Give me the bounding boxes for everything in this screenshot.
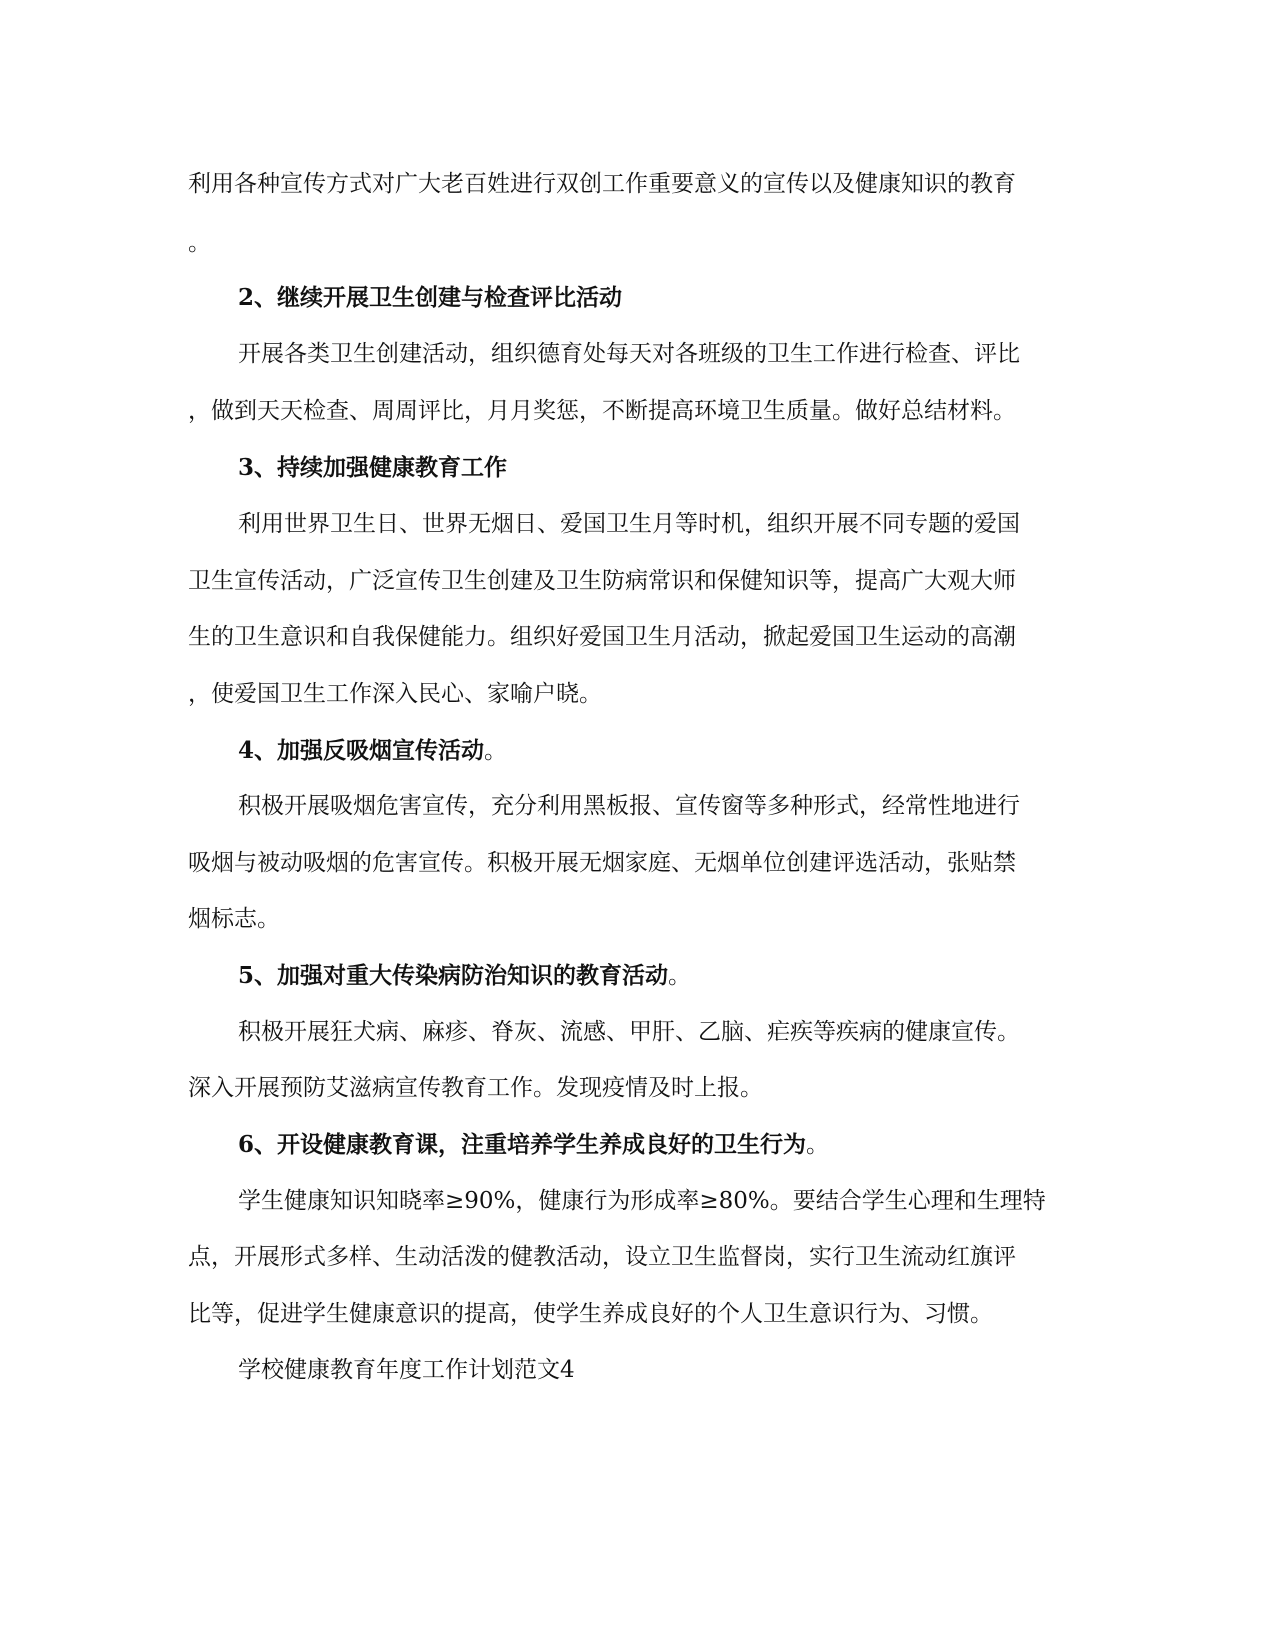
paragraph-line: 比等，促进学生健康意识的提高，使学生养成良好的个人卫生意识行为、习惯。 <box>188 1301 993 1327</box>
paragraph-line: 生的卫生意识和自我保健能力。组织好爱国卫生月活动，掀起爱国卫生运动的高潮 <box>188 624 1016 650</box>
paragraph-line: 卫生宣传活动，广泛宣传卫生创建及卫生防病常识和保健知识等，提高广大观大师 <box>188 568 1016 594</box>
section-heading-5: 5、加强对重大传染病防治知识的教育活动 <box>238 962 669 989</box>
section-heading-5-row <box>238 964 691 988</box>
paragraph-line: 开展各类卫生创建活动，组织德育处每天对各班级的卫生工作进行检查、评比 <box>238 341 1020 367</box>
paragraph-line: ，使爱国卫生工作深入民心、家喻户晓。 <box>188 681 602 707</box>
paragraph-line: 学生健康知识知晓率≥90%，健康行为形成率≥80%。要结合学生心理和生理特 <box>238 1188 1046 1214</box>
next-section-title: 学校健康教育年度工作计划范文4 <box>238 1357 575 1383</box>
paragraph-line: 利用世界卫生日、世界无烟日、爱国卫生月等时机，组织开展不同专题的爱国 <box>238 511 1020 537</box>
document-page <box>188 0 1088 1650</box>
heading-period: 。 <box>484 738 508 764</box>
paragraph-line: 积极开展狂犬病、麻疹、脊灰、流感、甲肝、乙脑、疟疾等疾病的健康宣传。 <box>238 1019 1020 1045</box>
section-heading-2: 2、继续开展卫生创建与检查评比活动 <box>238 284 623 311</box>
section-heading-3: 3、持续加强健康教育工作 <box>238 454 508 481</box>
heading-period: 。 <box>668 963 692 989</box>
paragraph-line: 积极开展吸烟危害宣传，充分利用黑板报、宣传窗等多种形式，经常性地进行 <box>238 793 1020 819</box>
paragraph-line: 点，开展形式多样、生动活泼的健教活动，设立卫生监督岗，实行卫生流动红旗评 <box>188 1244 1016 1270</box>
paragraph-line: 烟标志。 <box>188 906 280 932</box>
section-heading-4-row <box>238 739 507 763</box>
section-heading-4: 4、加强反吸烟宣传活动 <box>238 737 485 764</box>
paragraph-line: 深入开展预防艾滋病宣传教育工作。发现疫情及时上报。 <box>188 1075 763 1101</box>
paragraph-line: 利用各种宣传方式对广大老百姓进行双创工作重要意义的宣传以及健康知识的教育 <box>188 171 1016 197</box>
section-heading-6-row <box>238 1133 829 1157</box>
section-heading-6: 6、开设健康教育课，注重培养学生养成良好的卫生行为 <box>238 1131 807 1158</box>
paragraph-line: 吸烟与被动吸烟的危害宣传。积极开展无烟家庭、无烟单位创建评选活动，张贴禁 <box>188 850 1016 876</box>
paragraph-line: 。 <box>188 230 211 256</box>
paragraph-line: ，做到天天检查、周周评比，月月奖惩，不断提高环境卫生质量。做好总结材料。 <box>188 398 1016 424</box>
heading-period: 。 <box>806 1132 830 1158</box>
